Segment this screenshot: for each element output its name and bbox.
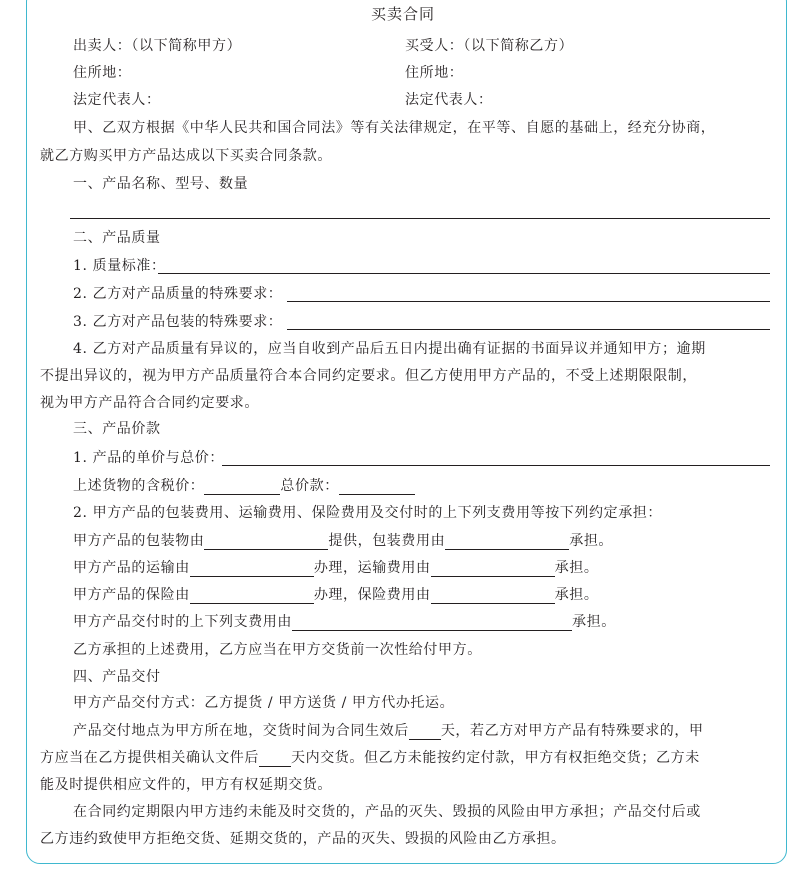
delivery-fee-text: 甲方产品交付时的上下列支费用由 bbox=[73, 614, 292, 630]
buyer-label: 买受人：（以下简称乙方） bbox=[405, 38, 574, 54]
objection-line-3: 视为甲方产品符合合同约定要求。 bbox=[40, 395, 259, 411]
unit-total-price-label: 1. 产品的单价与总价： bbox=[73, 450, 225, 466]
insurance-row bbox=[73, 586, 598, 604]
packaging-special-label: 3. 乙方对产品包装的特殊要求： bbox=[73, 314, 283, 330]
transport-fee-blank bbox=[431, 561, 555, 577]
seller-label: 出卖人：（以下简称甲方） bbox=[73, 38, 242, 54]
section-1-heading: 一、产品名称、型号、数量 bbox=[73, 176, 249, 192]
buyer-rep-label: 法定代表人： bbox=[405, 92, 493, 108]
transport-handler-blank bbox=[190, 561, 314, 577]
quality-standard-label: 1. 质量标准： bbox=[73, 258, 166, 274]
delivery-days-blank bbox=[409, 724, 441, 740]
document-title: 买卖合同 bbox=[371, 5, 436, 23]
quality-standard-blank bbox=[158, 273, 770, 274]
packaging-special-blank bbox=[287, 329, 770, 330]
delivery-fee-blank bbox=[292, 615, 572, 631]
risk-line-1: 在合同约定期限内甲方违约未能及时交货的，产品的灭失、毁损的风险由甲方承担；产品交付后或 bbox=[73, 804, 701, 820]
packaging-text-b: 提供，包装费用由 bbox=[328, 533, 446, 549]
total-price-blank bbox=[339, 479, 415, 495]
section-2-heading: 二、产品质量 bbox=[73, 230, 161, 246]
objection-line-2: 不提出异议的，视为甲方产品质量符合本合同约定要求。但乙方使用甲方产品的，不受上述期限限制， bbox=[40, 368, 697, 384]
fees-clause: 2. 甲方产品的包装费用、运输费用、保险费用及交付时的上下列支费用等按下列约定承担： bbox=[73, 505, 663, 521]
objection-line-1: 4. 乙方对产品质量有异议的，应当自收到产品后五日内提出确有证据的书面异议并通知甲方；逾期 bbox=[73, 341, 706, 357]
delivery-place-line-2 bbox=[40, 749, 700, 767]
tax-price-row bbox=[73, 477, 415, 495]
delivery-fee-row bbox=[73, 613, 616, 631]
seller-address-label: 住所地： bbox=[73, 65, 132, 81]
delivery-place-text-a: 产品交付地点为甲方所在地，交货时间为合同生效后 bbox=[73, 723, 409, 739]
total-price-label: 总价款： bbox=[280, 478, 339, 494]
buyer-address-label: 住所地： bbox=[405, 65, 464, 81]
packaging-row bbox=[73, 532, 613, 550]
section-3-heading: 三、产品价款 bbox=[73, 421, 161, 437]
quality-special-label: 2. 乙方对产品质量的特殊要求： bbox=[73, 286, 283, 302]
risk-line-2: 乙方违约致使甲方拒绝交货、延期交货的，产品的灭失、毁损的风险由乙方承担。 bbox=[40, 831, 566, 847]
delivery-fee-bear-text: 承担。 bbox=[572, 614, 616, 630]
insurance-text-a: 甲方产品的保险由 bbox=[73, 587, 190, 603]
transport-bear-text: 承担。 bbox=[554, 560, 599, 576]
unit-total-price-blank bbox=[222, 465, 770, 466]
transport-text-b: 办理，运输费用由 bbox=[313, 560, 431, 576]
intro-line-2: 就乙方购买甲方产品达成以下买卖合同条款。 bbox=[40, 148, 332, 164]
tax-price-blank bbox=[204, 479, 280, 495]
delivery-place-text-b: 天，若乙方对甲方产品有特殊要求的，甲 bbox=[440, 723, 704, 739]
transport-text-a: 甲方产品的运输由 bbox=[73, 560, 190, 576]
delivery-place-line-3: 能及时提供相应文件的，甲方有权延期交货。 bbox=[40, 777, 332, 793]
delivery-confirm-text-a: 方应当在乙方提供相关确认文件后 bbox=[40, 750, 259, 766]
transport-row bbox=[73, 559, 598, 577]
delivery-confirm-days-blank bbox=[259, 751, 291, 767]
packaging-provider-blank bbox=[204, 534, 328, 550]
packaging-fee-blank bbox=[445, 534, 569, 550]
quality-special-blank bbox=[287, 301, 770, 302]
tax-price-label: 上述货物的含税价： bbox=[73, 478, 205, 494]
seller-rep-label: 法定代表人： bbox=[73, 92, 161, 108]
section-4-heading: 四、产品交付 bbox=[73, 669, 161, 685]
intro-line-1: 甲、乙双方根据《中华人民共和国合同法》等有关法律规定，在平等、自愿的基础上，经充分协商， bbox=[73, 120, 716, 136]
delivery-method: 甲方产品交付方式：乙方提货 / 甲方送货 / 甲方代办托运。 bbox=[73, 695, 455, 711]
packaging-text-a: 甲方产品的包装物由 bbox=[73, 533, 205, 549]
insurance-fee-blank bbox=[431, 588, 555, 604]
product-name-blank bbox=[70, 218, 770, 219]
insurance-text-b: 办理，保险费用由 bbox=[313, 587, 431, 603]
insurance-bear-text: 承担。 bbox=[554, 587, 599, 603]
packaging-bear-text: 承担。 bbox=[569, 533, 614, 549]
insurance-handler-blank bbox=[190, 588, 314, 604]
fee-payment-note: 乙方承担的上述费用，乙方应当在甲方交货前一次性给付甲方。 bbox=[73, 642, 482, 658]
delivery-confirm-text-b: 天内交货。但乙方未能按约定付款，甲方有权拒绝交货；乙方未 bbox=[291, 750, 700, 766]
delivery-place-line-1 bbox=[73, 722, 704, 740]
